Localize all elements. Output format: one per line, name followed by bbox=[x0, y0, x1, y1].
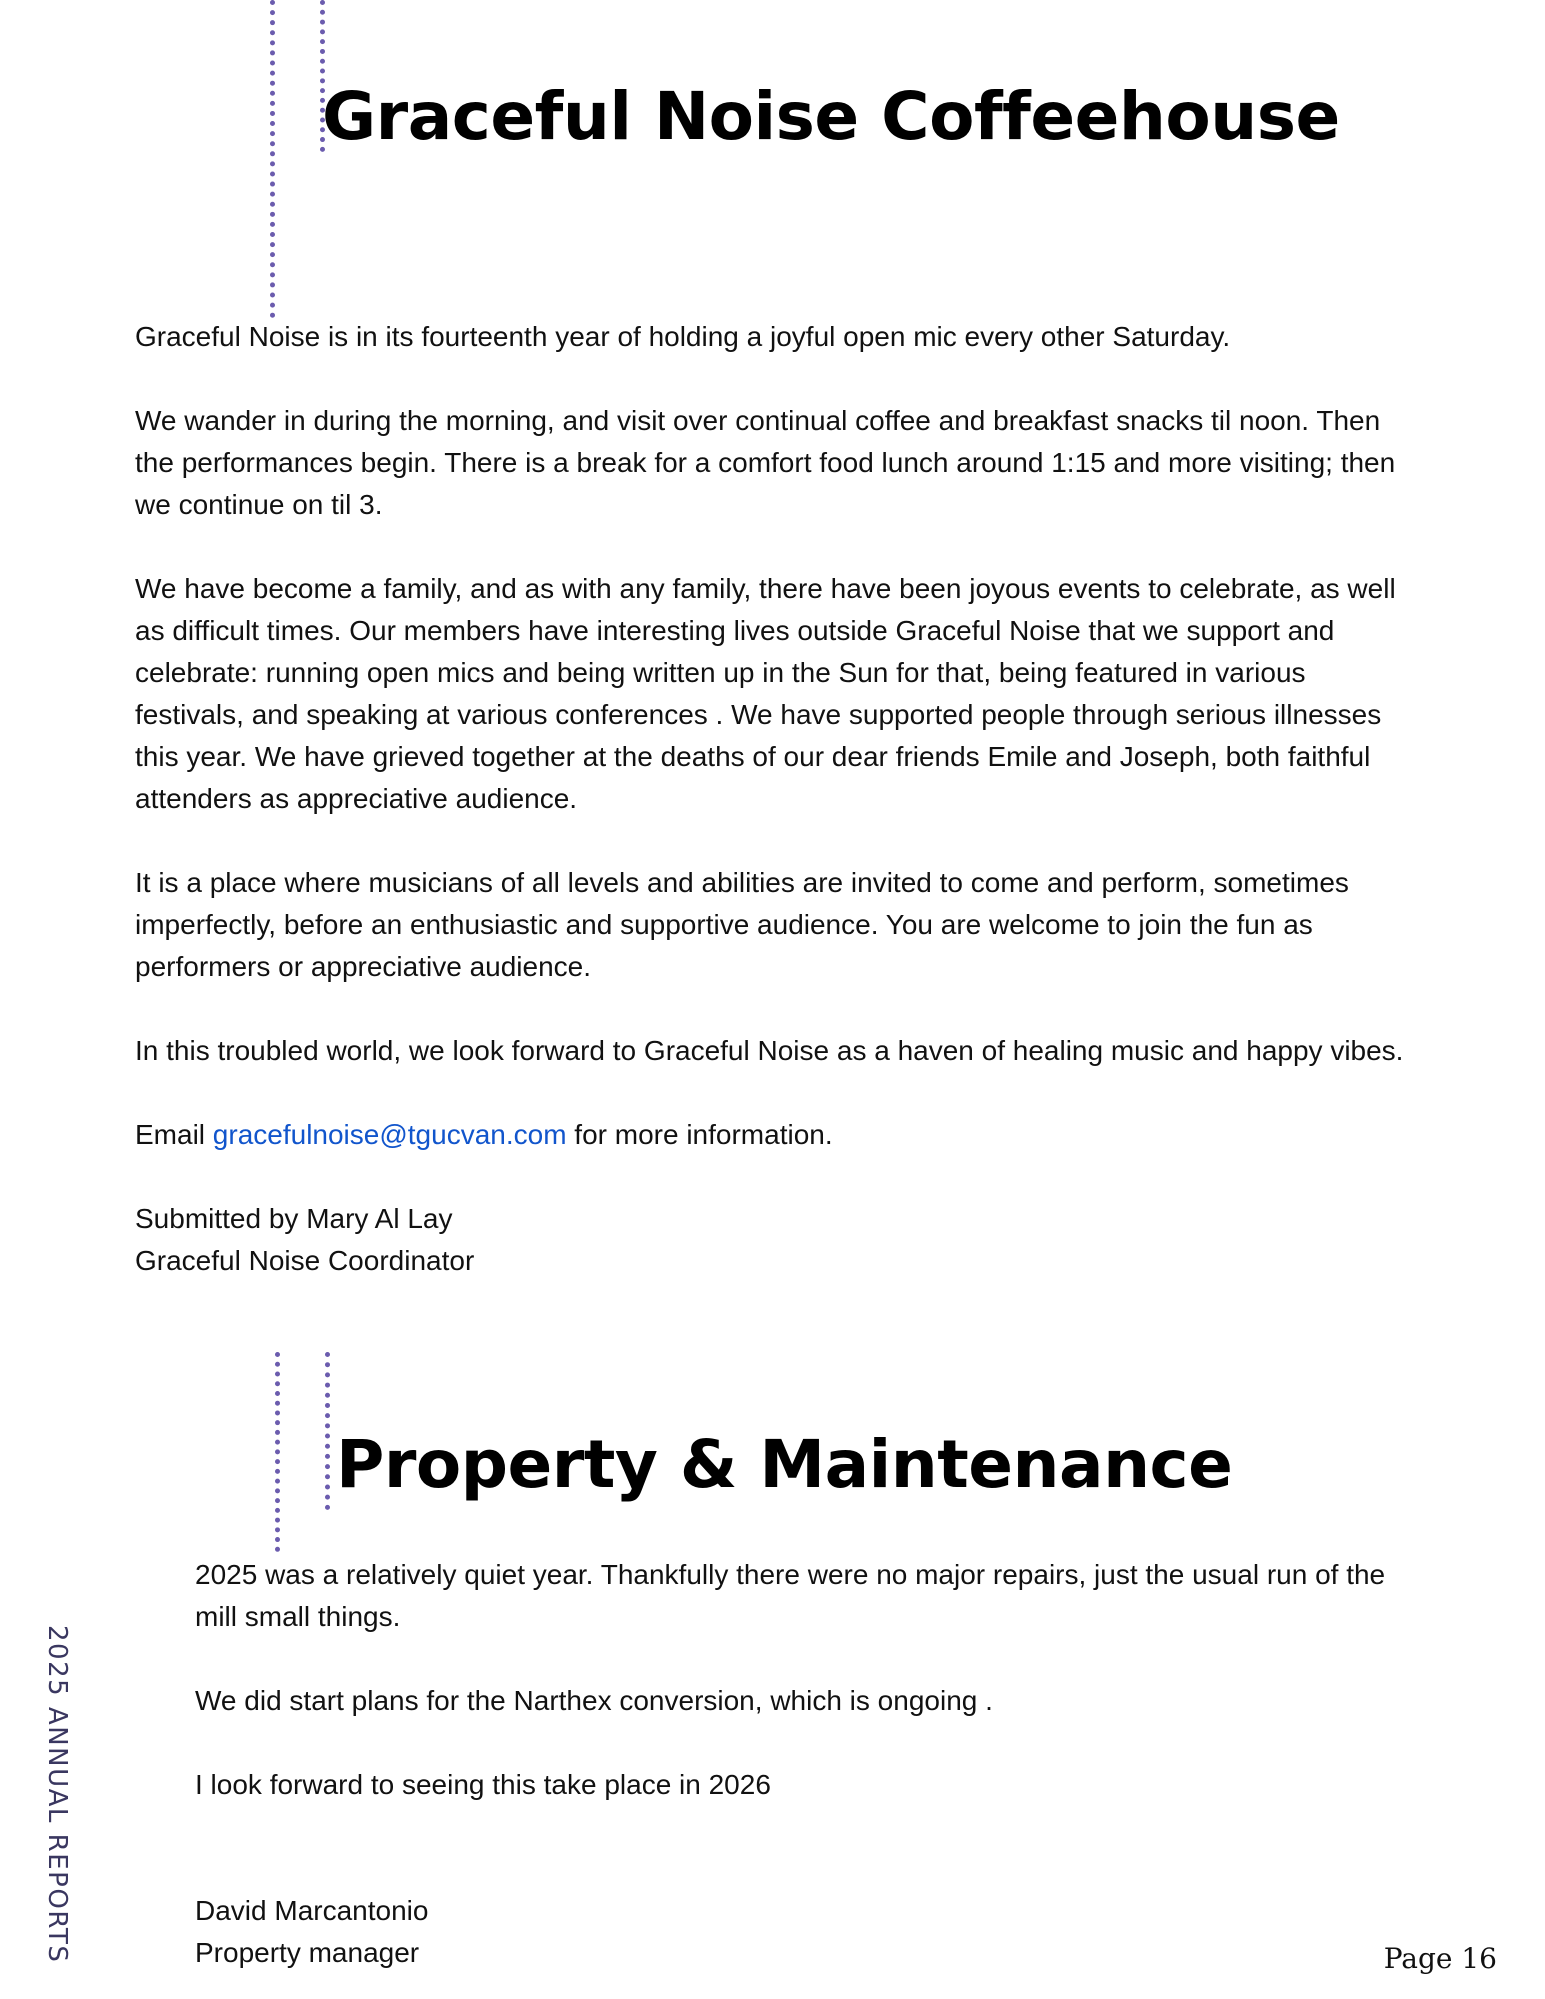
submitted-by: Submitted by Mary Al Lay bbox=[135, 1203, 453, 1234]
paragraph: We wander in during the morning, and visit over continual coffee and breakfast snacks til noon. Then the performances begin. There is a break for a comfort food lunch around 1:15 and more visiting; then we continue on til 3. bbox=[135, 405, 1396, 520]
signer-role: Property manager bbox=[195, 1937, 420, 1968]
email-link[interactable]: gracefulnoise@tgucvan.com bbox=[212, 1119, 567, 1150]
property-body bbox=[195, 1554, 1425, 1974]
page-number: Page 16 bbox=[1383, 1942, 1497, 1975]
paragraph: In this troubled world, we look forward to Graceful Noise as a haven of healing music and happy vibes. bbox=[135, 1035, 1404, 1066]
paragraph: We did start plans for the Narthex conversion, which is ongoing . bbox=[195, 1685, 993, 1716]
decorative-dotted-rule bbox=[275, 1352, 280, 1552]
section-title-coffeehouse: Graceful Noise Coffeehouse bbox=[322, 78, 1340, 155]
email-suffix: for more information. bbox=[566, 1119, 833, 1150]
paragraph: We have become a family, and as with any family, there have been joyous events to celebrate, as well as difficult times. Our members have interesting lives outside Graceful Noise that we support and celebrate: running open mics and being written up in the Sun for that, being featured in various festivals, and speaking at various conferences . We have supported people through serious illnesses this year. We have grieved together at the deaths of our dear friends Emile and Joseph, both faithful attenders as appreciative audience. bbox=[135, 573, 1396, 814]
section-title-property: Property & Maintenance bbox=[336, 1426, 1233, 1503]
paragraph: It is a place where musicians of all levels and abilities are invited to come and perform, sometimes imperfectly, before an enthusiastic and supportive audience. You are welcome to join the fun as performers or appreciative audience. bbox=[135, 867, 1349, 982]
paragraph: Graceful Noise is in its fourteenth year of holding a joyful open mic every other Saturday. bbox=[135, 321, 1231, 352]
coffeehouse-body bbox=[135, 316, 1420, 1282]
signer-name: David Marcantonio bbox=[195, 1895, 429, 1926]
email-prefix: Email bbox=[135, 1119, 213, 1150]
email-line bbox=[135, 1114, 1420, 1156]
sidebar-label: 2025 ANNUAL REPORTS bbox=[42, 1625, 72, 1964]
decorative-dotted-rule bbox=[270, 0, 275, 318]
decorative-dotted-rule bbox=[325, 1352, 330, 1510]
submitter-role: Graceful Noise Coordinator bbox=[135, 1245, 475, 1276]
paragraph: 2025 was a relatively quiet year. Thankfully there were no major repairs, just the usual run of the mill small things. bbox=[195, 1559, 1386, 1632]
paragraph: I look forward to seeing this take place in 2026 bbox=[195, 1769, 771, 1800]
